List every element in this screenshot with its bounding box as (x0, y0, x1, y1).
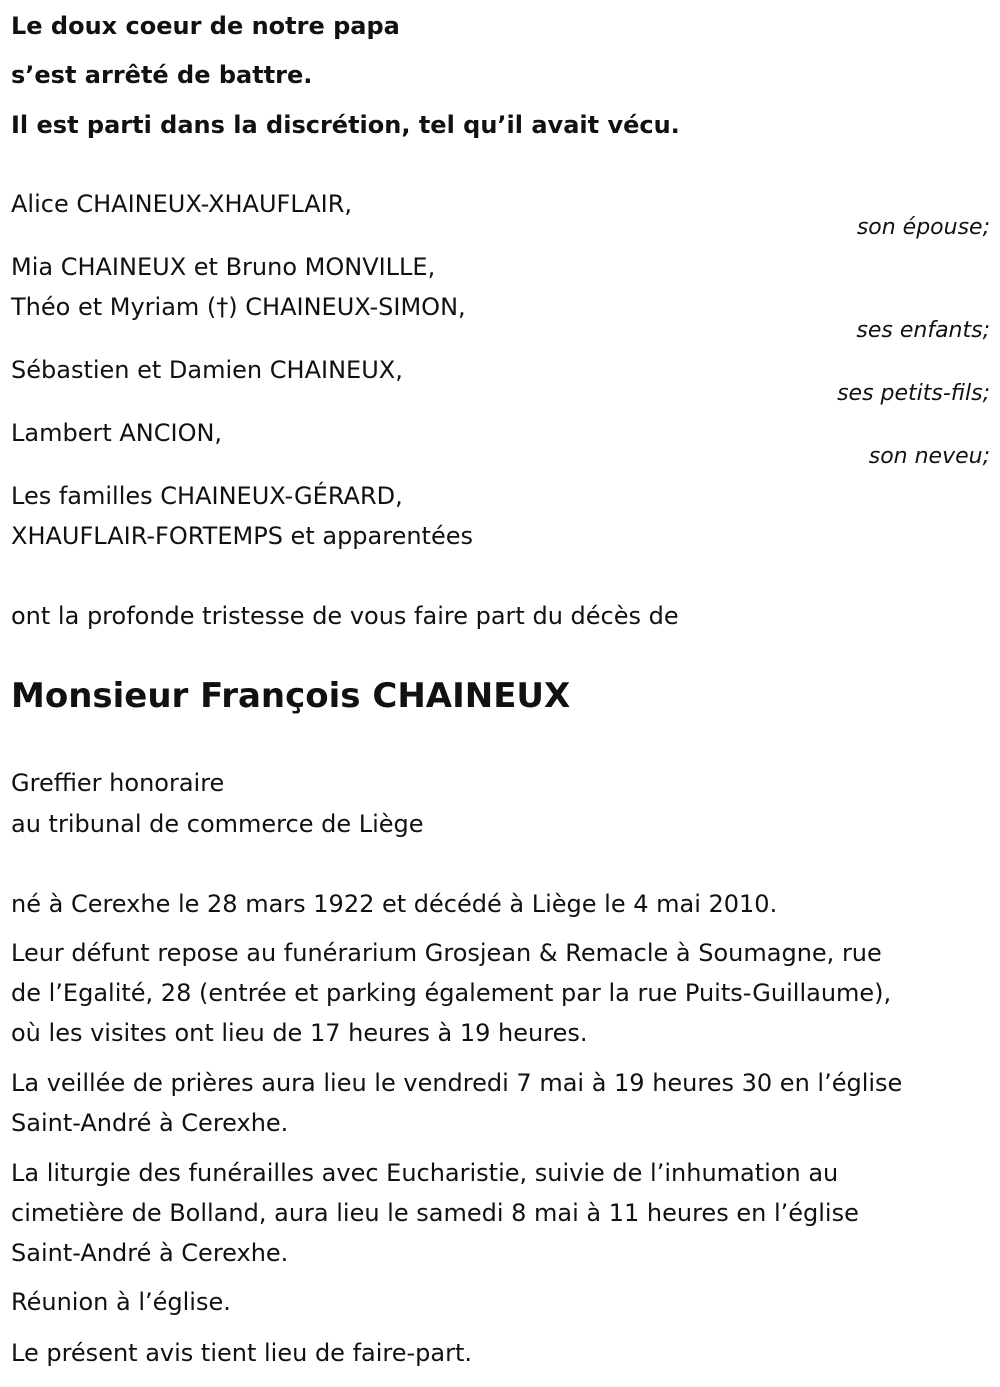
meeting-note: Réunion à l’église. (11, 1288, 231, 1316)
title-line-1: Greffier honoraire (11, 769, 225, 797)
announcement: ont la profonde tristesse de vous faire part du décès de (11, 602, 679, 630)
grandsons-role: ses petits-fils; (837, 381, 990, 406)
liturgy-line: cimetière de Bolland, aura lieu le samedi 8 mai à 11 heures en l’église (11, 1199, 859, 1227)
funerarium-paragraph (11, 933, 891, 1053)
notice-note: Le présent avis tient lieu de faire-part. (11, 1339, 473, 1367)
intro-line-1: Le doux coeur de notre papa (11, 12, 400, 40)
funerarium-line: Leur défunt repose au funérarium Grosjean & Remacle à Soumagne, rue (11, 939, 882, 967)
vigil-line: Saint-André à Cerexhe. (11, 1109, 289, 1137)
vigil-paragraph (11, 1063, 902, 1143)
title-line-2: au tribunal de commerce de Liège (11, 810, 424, 838)
intro-line-2: s’est arrêté de battre. (11, 61, 313, 89)
liturgy-line: Saint-André à Cerexhe. (11, 1239, 289, 1267)
funerarium-line: de l’Egalité, 28 (entrée et parking également par la rue Puits-Guillaume), (11, 979, 892, 1007)
funerarium-line: où les visites ont lieu de 17 heures à 19 heures. (11, 1019, 588, 1047)
liturgy-line: La liturgie des funérailles avec Eucharistie, suivie de l’inhumation au (11, 1159, 839, 1187)
intro-line-3: Il est parti dans la discrétion, tel qu’il avait vécu. (11, 111, 680, 139)
liturgy-paragraph (11, 1153, 859, 1273)
nephew-name: Lambert ANCION, (11, 419, 223, 447)
spouse-role: son épouse; (856, 215, 990, 240)
families-line-1: Les familles CHAINEUX-GÉRARD, (11, 482, 403, 510)
families-line-2: XHAUFLAIR-FORTEMPS et apparentées (11, 522, 473, 550)
deceased-name: Monsieur François CHAINEUX (11, 676, 571, 716)
children-role: ses enfants; (856, 318, 990, 343)
birth-death: né à Cerexhe le 28 mars 1922 et décédé à Liège le 4 mai 2010. (11, 890, 778, 918)
grandsons-name: Sébastien et Damien CHAINEUX, (11, 356, 403, 384)
children-line-1: Mia CHAINEUX et Bruno MONVILLE, (11, 253, 436, 281)
spouse-name: Alice CHAINEUX-XHAUFLAIR, (11, 190, 353, 218)
children-line-2: Théo et Myriam (†) CHAINEUX-SIMON, (11, 293, 466, 321)
nephew-role: son neveu; (868, 444, 990, 469)
vigil-line: La veillée de prières aura lieu le vendredi 7 mai à 19 heures 30 en l’église (11, 1069, 903, 1097)
